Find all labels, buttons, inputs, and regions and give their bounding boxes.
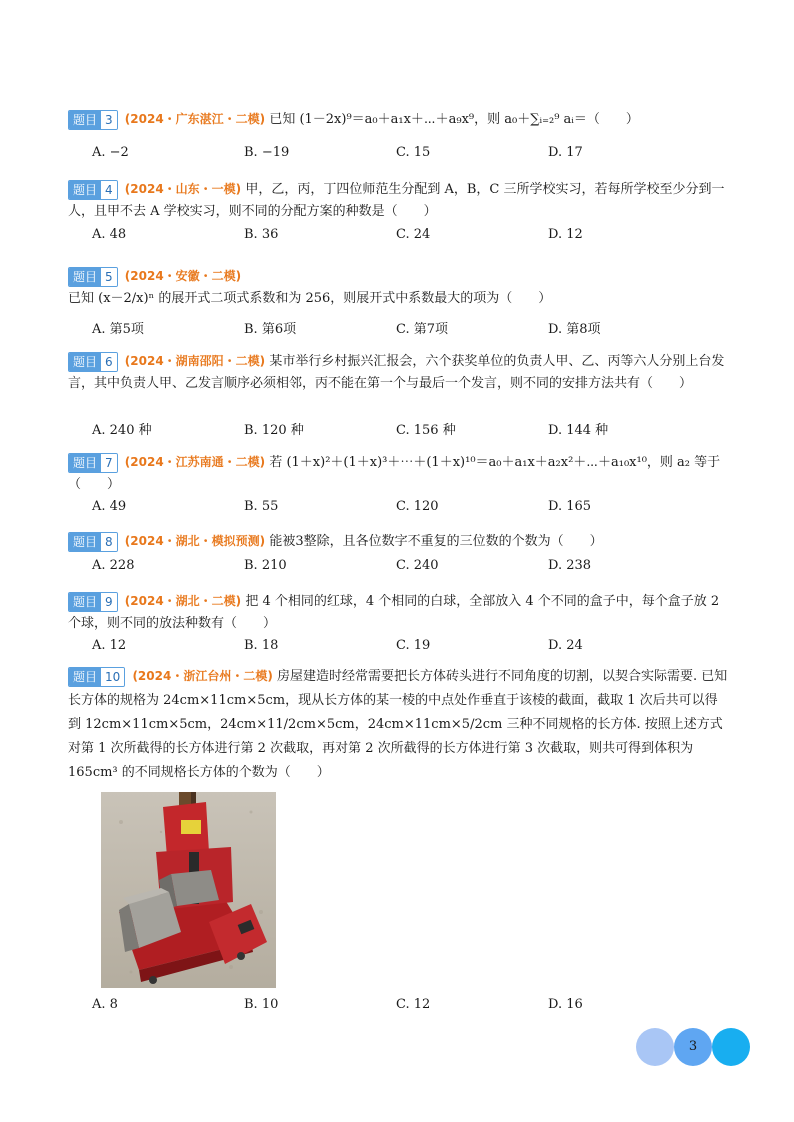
question-8 <box>68 530 728 553</box>
question-4 <box>68 178 728 223</box>
option-a: A. 240 种 <box>92 423 152 438</box>
question-5 <box>68 265 728 310</box>
option-a: A. 12 <box>92 638 127 653</box>
question-tag: 题目 7 <box>68 453 118 473</box>
option-b: B. 120 种 <box>244 423 304 438</box>
options-10 <box>92 997 732 1012</box>
option-d: D. 238 <box>548 558 592 573</box>
question-stem: 某市举行乡村振兴汇报会，六个获奖单位的负责人甲、乙、丙等六人分别上台发言，其中负责人甲、乙发言顺序必须相邻，丙不能在第一个与最后一个发言，则不同的安排方法共有（ ） <box>68 354 725 391</box>
question-tag: 题目 4 <box>68 180 118 200</box>
option-a: A. 第5项 <box>92 322 144 337</box>
option-c: C. 156 种 <box>396 423 456 438</box>
question-source: (2024・湖北・二模) <box>124 594 242 608</box>
options-6 <box>92 419 732 438</box>
option-b: B. −19 <box>244 145 290 160</box>
options-9 <box>92 638 732 653</box>
option-c: C. 12 <box>396 997 431 1012</box>
option-d: D. 24 <box>548 638 583 653</box>
decor-circle <box>712 1028 750 1066</box>
question-source: (2024・湖南邵阳・二模) <box>124 354 266 368</box>
option-c: C. 240 <box>396 558 439 573</box>
question-tag: 题目 8 <box>68 532 118 552</box>
option-a: A. −2 <box>92 145 129 160</box>
option-a: A. 49 <box>92 499 127 514</box>
option-c: C. 24 <box>396 227 431 242</box>
option-c: C. 15 <box>396 145 431 160</box>
question-stem: 已知 (x－2/x)ⁿ 的展开式二项式系数和为 256，则展开式中系数最大的项为（ ） <box>68 291 552 306</box>
question-tag: 题目 3 <box>68 110 118 130</box>
question-tag: 题目 10 <box>68 667 125 687</box>
question-7 <box>68 451 728 496</box>
option-b: B. 210 <box>244 558 287 573</box>
question-stem: 把 4 个相同的红球，4 个相同的白球，全部放入 4 个不同的盒子中，每个盒子放 2 个球，则不同的放法种数有（ ） <box>68 594 720 631</box>
option-d: D. 165 <box>548 499 592 514</box>
option-b: B. 36 <box>244 227 279 242</box>
question-stem: 房屋建造时经常需要把长方体砖头进行不同角度的切割，以契合实际需要. 已知长方体的规格为 24cm×11cm×5cm，现从长方体的某一棱的中点处作垂直于该棱的截面，截取 1 次后共可以得到 12cm×11cm×5cm，24cm×11/2cm×5cm，24cm×11cm×5/2cm 三种不同规格的长方体. 按照上述方式对第 1 次所截得的长方体进行第 2 次截取，再对第 2 次所截得的长方体进行第 3 次截取，则共可得到体积为 165cm³ 的不同规格长方体的个数为（ ） <box>68 669 728 780</box>
question-3 <box>68 108 728 131</box>
question-tag: 题目 6 <box>68 352 118 372</box>
option-b: B. 18 <box>244 638 279 653</box>
options-3 <box>92 145 732 160</box>
option-d: D. 12 <box>548 227 583 242</box>
page-number: 3 <box>688 1039 698 1054</box>
options-8 <box>92 558 732 573</box>
options-4 <box>92 227 732 242</box>
page-number-badge <box>636 1027 756 1067</box>
option-d: D. 144 种 <box>548 423 609 438</box>
decor-circle <box>636 1028 674 1066</box>
question-source: (2024・浙江台州・二模) <box>132 669 273 683</box>
question-stem: 能被3整除，且各位数字不重复的三位数的个数为（ ） <box>269 534 603 549</box>
question-6 <box>68 350 728 395</box>
option-b: B. 55 <box>244 499 279 514</box>
question-source: (2024・山东・一模) <box>124 182 242 196</box>
option-c: C. 120 <box>396 499 439 514</box>
option-a: A. 8 <box>92 997 118 1012</box>
question-stem: 已知 (1－2x)⁹＝a₀＋a₁x＋⋯＋a₉x⁹，则 a₀＋∑ᵢ₌₂⁹ aᵢ＝（ ） <box>269 112 639 127</box>
question-source: (2024・广东湛江・二模) <box>124 112 266 126</box>
question-source: (2024・江苏南通・二模) <box>124 455 266 469</box>
question-9 <box>68 590 728 635</box>
question-tag: 题目 5 <box>68 267 118 287</box>
brick-cutter-photo <box>101 792 276 988</box>
question-10 <box>68 664 728 785</box>
question-source: (2024・安徽・二模) <box>124 269 242 283</box>
option-a: A. 48 <box>92 227 127 242</box>
option-d: D. 第8项 <box>548 322 601 337</box>
option-c: C. 第7项 <box>396 322 449 337</box>
option-a: A. 228 <box>92 558 135 573</box>
option-b: B. 10 <box>244 997 279 1012</box>
question-stem: 甲，乙，丙，丁四位师范生分配到 A，B，C 三所学校实习，若每所学校至少分到一人，且甲不去 A 学校实习，则不同的分配方案的种数是（ ） <box>68 182 725 219</box>
question-source: (2024・湖北・模拟预测) <box>124 534 266 548</box>
option-c: C. 19 <box>396 638 431 653</box>
option-b: B. 第6项 <box>244 322 297 337</box>
option-d: D. 16 <box>548 997 583 1012</box>
options-5 <box>92 318 732 337</box>
question-stem: 若 (1＋x)²＋(1＋x)³＋⋯＋(1＋x)¹⁰＝a₀＋a₁x＋a₂x²＋⋯＋a₁₀x¹⁰，则 a₂ 等于（ ） <box>68 455 721 492</box>
question-tag: 题目 9 <box>68 592 118 612</box>
options-7 <box>92 499 732 514</box>
option-d: D. 17 <box>548 145 583 160</box>
